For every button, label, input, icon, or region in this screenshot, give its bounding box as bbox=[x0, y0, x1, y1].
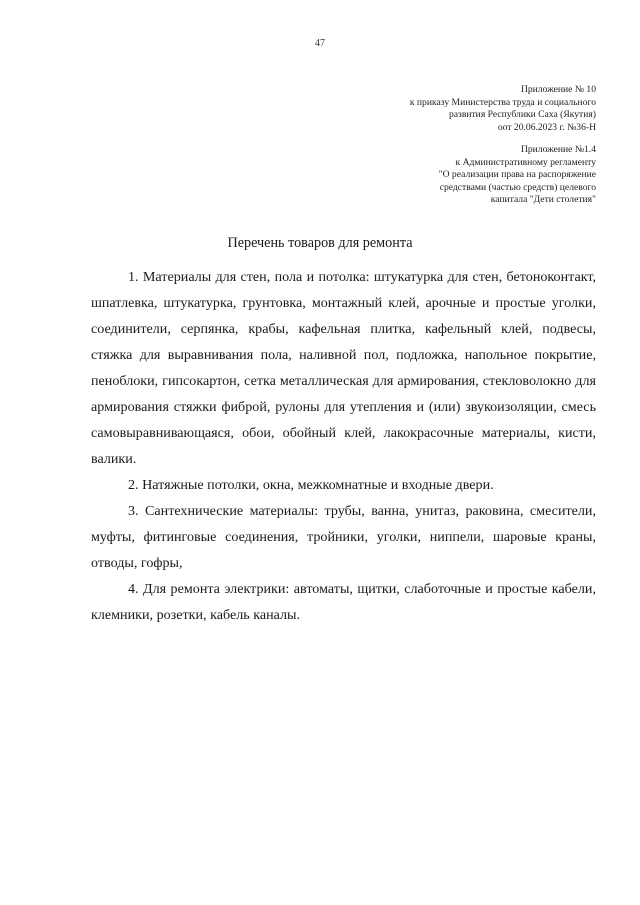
document-title: Перечень товаров для ремонта bbox=[227, 235, 413, 251]
appendix-line: средствами (частью средств) целевого bbox=[439, 181, 596, 193]
appendix-line: "О реализации права на распоряжение bbox=[438, 169, 596, 180]
list-item-electrical: 4. Для ремонта электрики: автоматы, щитки, слаботочные и простые кабели, клемники, розетки, кабель каналы. bbox=[91, 581, 596, 623]
page-number: 47 bbox=[315, 38, 325, 49]
list-item-wall-floor-ceiling: 1. Материалы для стен, пола и потолка: штукатурка для стен, бетоноконтакт, шпатлевка, штукатурка, грунтовка, монтажный клей, арочные и простые уголки, соединители, серпянка, крабы, кафельная плитка, кафельный клей, подвесы, стяжка для выравнивания пола, наливной пол, подложка, напольное покрытие, пеноблоки, гипсокартон, сетка металлическая для армирования, стекловолокно для армирования стяжки фиброй, рулоны для утепления и (или) звукоизоляции, смесь самовыравнивающаяся, обои, обойный клей, лакокрасочные материалы, кисти, валики. bbox=[91, 269, 596, 467]
appendix-header-regulation bbox=[439, 144, 596, 207]
appendix-line: к приказу Министерства труда и социального bbox=[409, 96, 596, 108]
appendix-line: капитала "Дети столетия" bbox=[490, 194, 596, 205]
appendix-line: Приложение №1.4 bbox=[520, 144, 596, 155]
document-body bbox=[91, 264, 596, 628]
appendix-line: оот 20.06.2023 г. №36-Н bbox=[497, 121, 596, 133]
appendix-line: развития Республики Саха (Якутия) bbox=[448, 109, 596, 120]
appendix-header-order bbox=[410, 84, 596, 134]
list-item-ceilings-windows-doors: 2. Натяжные потолки, окна, межкомнатные и входные двери. bbox=[128, 477, 494, 493]
appendix-line: к Административному регламенту bbox=[455, 156, 596, 168]
list-item-plumbing: 3. Сантехнические материалы: трубы, ванна, унитаз, раковина, смесители, муфты, фитинговые соединения, тройники, уголки, ниппели, шаровые краны, отводы, гофры, bbox=[91, 503, 596, 571]
appendix-line: Приложение № 10 bbox=[520, 84, 596, 95]
